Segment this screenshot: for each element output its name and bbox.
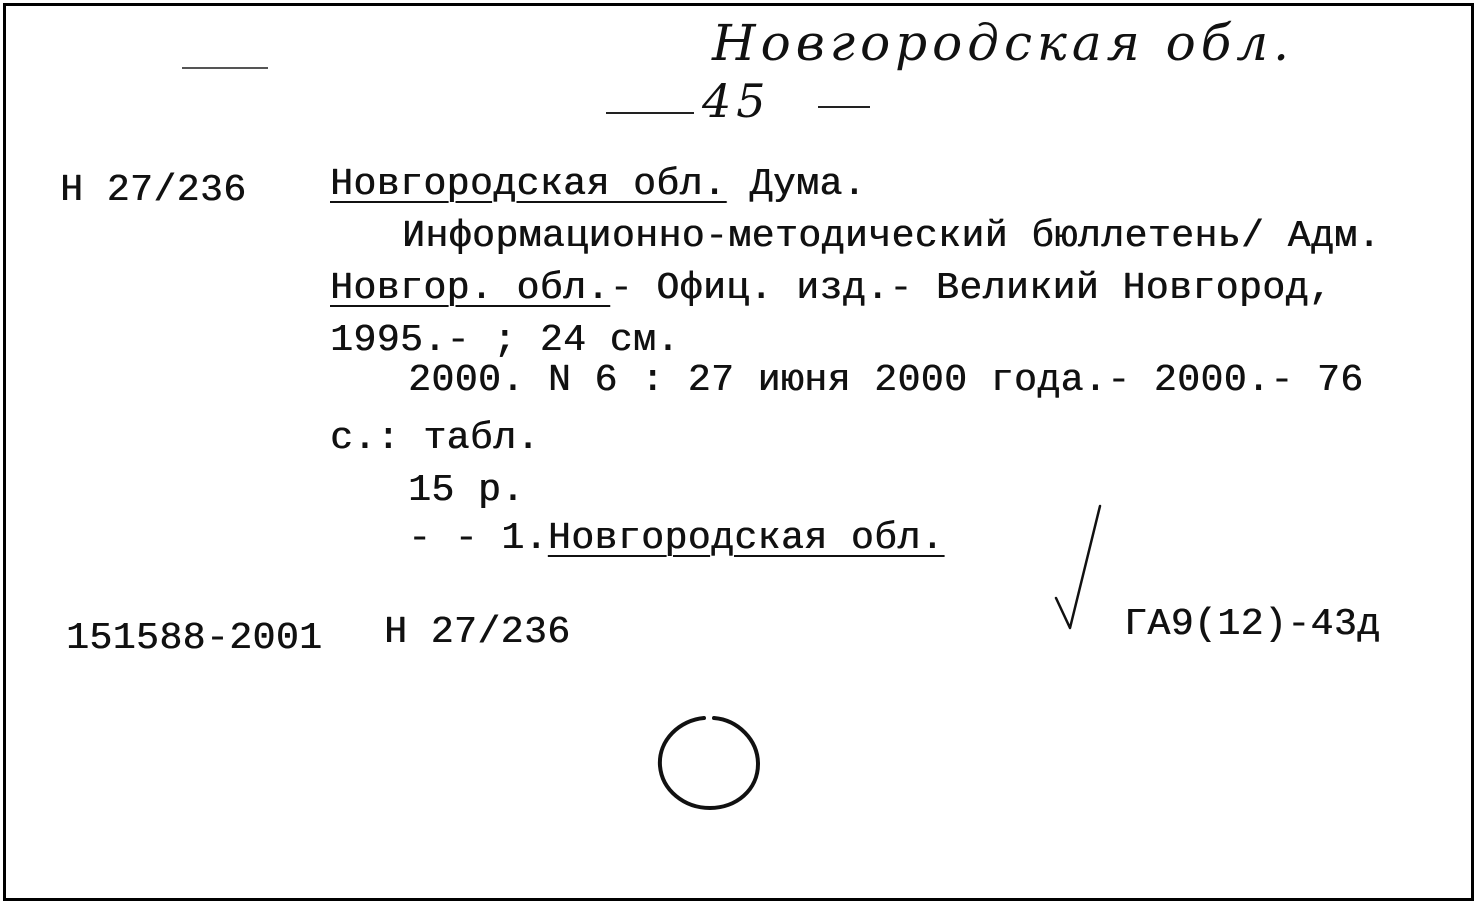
handwritten-region: Новгородская обл. <box>712 14 1294 72</box>
publisher-rest: - Офиц. изд.- Великий Новгород, <box>609 267 1333 310</box>
classification-code: ГА9(12)-43д <box>1124 603 1381 646</box>
subject-region: Новгородская обл. <box>547 517 944 560</box>
handwritten-dash-right <box>818 106 870 108</box>
punch-hole-icon <box>650 710 770 820</box>
top-left-dash <box>182 67 268 69</box>
check-mark-icon <box>1050 500 1110 640</box>
call-number: Н 27/236 <box>60 169 247 212</box>
issue-line: 2000. N 6 : 27 июня 2000 года.- 2000.- 76 <box>408 359 1364 402</box>
footer-call-number: Н 27/236 <box>384 611 571 654</box>
price-line: 15 р. <box>408 469 525 512</box>
heading-region: Новгородская обл. <box>330 163 727 206</box>
inventory-number: 151588-2001 <box>66 617 323 660</box>
title-line: Информационно-методический бюллетень/ Адм. <box>402 215 1381 258</box>
pages-line: с.: табл. <box>330 417 540 460</box>
publisher-abbrev: Новгор. обл. <box>330 267 610 310</box>
year-size-line: 1995.- ; 24 см. <box>330 319 680 362</box>
subject-line <box>408 517 944 560</box>
subject-prefix: - - 1. <box>408 517 548 560</box>
publisher-line <box>330 267 1333 310</box>
heading-line <box>330 163 866 206</box>
handwritten-dash-left <box>606 112 694 114</box>
handwritten-number: 45 <box>702 74 771 128</box>
heading-rest: Дума. <box>726 163 866 206</box>
